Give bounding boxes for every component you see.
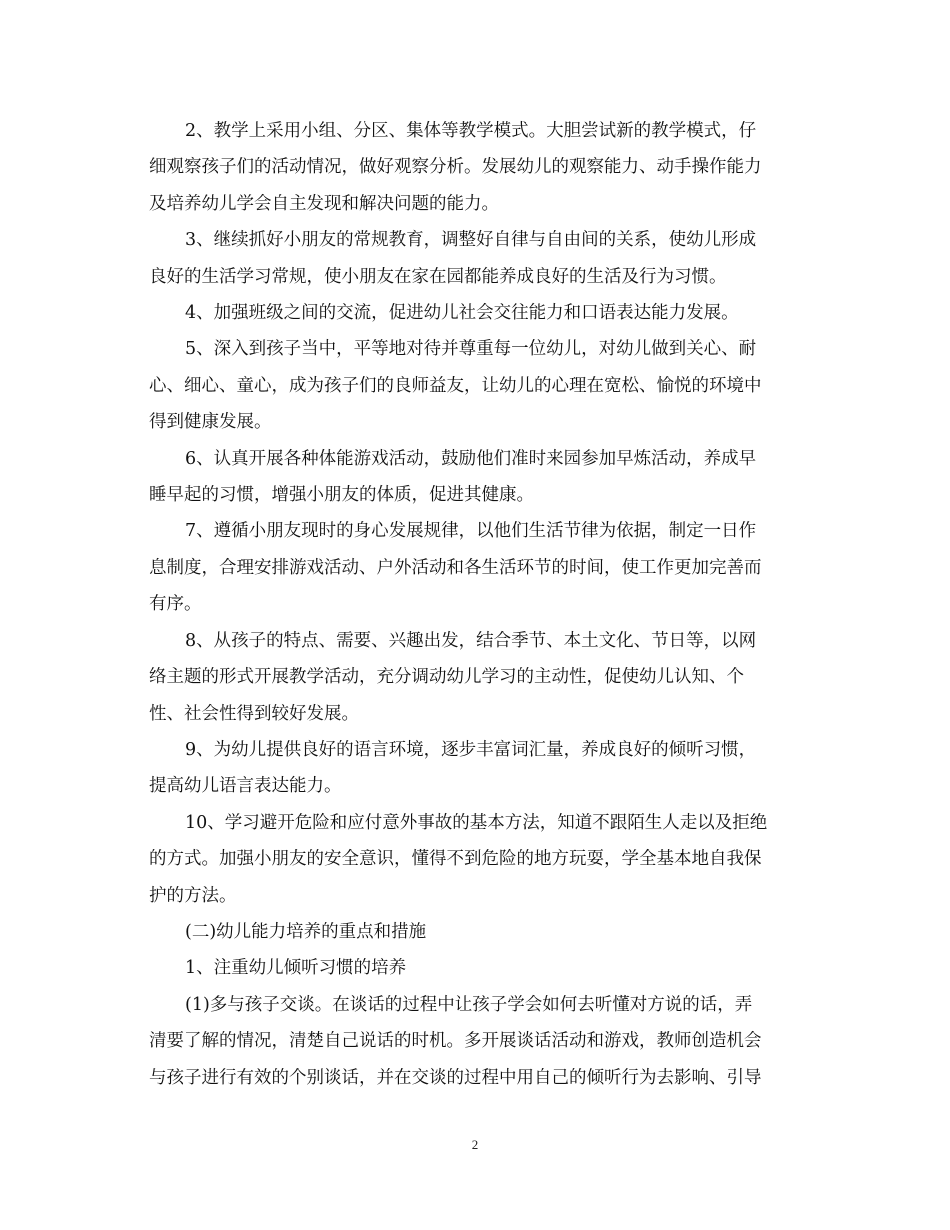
text-line: 8、从孩子的特点、需要、兴趣出发，结合季节、本土文化、节日等，以网 [185, 630, 757, 651]
text-line: 3、继续抓好小朋友的常规教育，调整好自律与自由间的关系，使幼儿形成 [185, 230, 757, 251]
paragraph-item-3 [149, 222, 803, 295]
paragraph-item-1-sub [149, 987, 803, 1096]
text-line: 的方式。加强小朋友的安全意识，懂得不到危险的地方玩耍，学全基本地自我保 [149, 849, 762, 870]
text-line: (二)幼儿能力培养的重点和措施 [185, 921, 427, 942]
text-line: 9、为幼儿提供良好的语言环境，逐步丰富词汇量，养成良好的倾听习惯， [185, 739, 757, 760]
text-line: 护的方法。 [149, 885, 237, 906]
text-line: 提高幼儿语言表达能力。 [149, 776, 342, 797]
text-line: 有序。 [149, 594, 202, 615]
text-line: 息制度，合理安排游戏活动、户外活动和各生活环节的时间，使工作更加完善而 [149, 557, 762, 578]
text-line: 2、教学上采用小组、分区、集体等教学模式。大胆尝试新的教学模式，仔 [185, 121, 757, 141]
paragraph-item-9 [149, 732, 803, 805]
text-line: 及培养幼儿学会自主发现和解决问题的能力。 [149, 193, 499, 214]
document-body [149, 113, 803, 1096]
paragraph-item-7 [149, 513, 803, 622]
text-line: 细观察孩子们的活动情况，做好观察分析。发展幼儿的观察能力、动手操作能力 [149, 157, 762, 178]
paragraph-item-5 [149, 331, 803, 440]
text-line: 6、认真开展各种体能游戏活动，鼓励他们准时来园参加早炼活动，养成早 [185, 448, 757, 469]
text-line: 与孩子进行有效的个别谈话，并在交谈的过程中用自己的倾听行为去影响、引导 [149, 1067, 762, 1088]
page-number: 2 [471, 1137, 479, 1152]
text-line: 5、深入到孩子当中，平等地对待并尊重每一位幼儿，对幼儿做到关心、耐 [185, 339, 757, 360]
subsection-heading [149, 950, 803, 986]
text-line: 心、细心、童心，成为孩子们的良师益友，让幼儿的心理在宽松、愉悦的环境中 [149, 375, 762, 396]
text-line: 睡早起的习惯，增强小朋友的体质，促进其健康。 [149, 485, 534, 506]
text-line: 性、社会性得到较好发展。 [149, 703, 359, 724]
paragraph-item-6 [149, 441, 803, 514]
paragraph-item-4 [149, 295, 803, 331]
paragraph-item-10 [149, 805, 803, 914]
paragraph-item-2 [149, 113, 803, 222]
text-line: (1)多与孩子交谈。在谈话的过程中让孩子学会如何去听懂对方说的话，弄 [185, 994, 753, 1015]
paragraph-item-8 [149, 623, 803, 732]
text-line: 良好的生活学习常规，使小朋友在家在园都能养成良好的生活及行为习惯。 [149, 266, 727, 287]
text-line: 络主题的形式开展教学活动，充分调动幼儿学习的主动性，促使幼儿认知、个 [149, 667, 744, 688]
text-line: 1、注重幼儿倾听习惯的培养 [185, 958, 407, 979]
text-line: 得到健康发展。 [149, 412, 272, 433]
text-line: 清要了解的情况，清楚自己说话的时机。多开展谈话活动和游戏，教师创造机会 [149, 1031, 762, 1052]
text-line: 4、加强班级之间的交流，促进幼儿社会交往能力和口语表达能力发展。 [185, 303, 739, 324]
text-line: 7、遵循小朋友现时的身心发展规律，以他们生活节律为依据，制定一日作 [185, 521, 757, 542]
text-line: 10、学习避开危险和应付意外事故的基本方法，知道不跟陌生人走以及拒绝 [185, 812, 768, 833]
section-heading [149, 914, 803, 950]
